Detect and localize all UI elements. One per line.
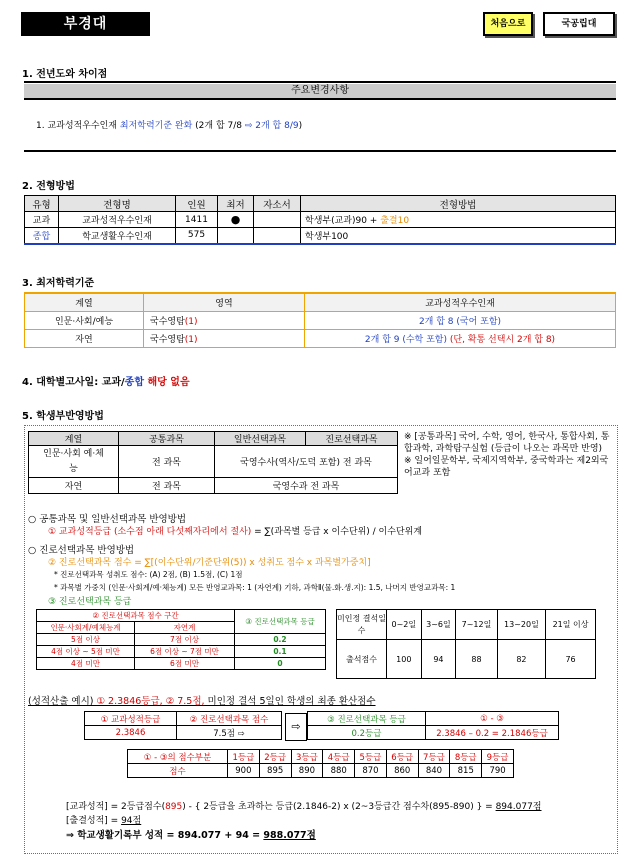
score-cell: 840 [418,764,450,778]
range-cell: 4점 이상 ~ 5점 미만 [37,646,135,658]
criteria-cell: 2개 합 8 (국어 포함) [305,311,616,329]
score-cell: 76 [546,640,596,679]
type-cell: 교과 [25,212,59,228]
change-item [36,118,302,131]
table-row [128,764,514,778]
table-row [37,634,326,646]
change-new: ⇨ 2개 합 8/9 [244,121,299,131]
header-cell: 교과성적우수인재 [305,293,616,311]
header-cell: 3등급 [291,750,323,764]
score-cell: 94 [421,640,456,679]
admission-method-table [24,195,616,245]
table-header-row [29,432,398,446]
grade-label: ① 교과성적등급 (소수점 아래 다섯째자리에서 절사) [48,527,252,537]
area-text: 국수영탐 [150,334,185,345]
value-cell: 7.5점 ⇨ [177,726,282,740]
header-cell: 미인정 결석일수 [337,610,387,640]
common-cell: 전 과목 [119,446,215,478]
value-cell: 2.3846 – 0.2 = 2.1846등급 [426,726,559,740]
divider [24,81,616,83]
section1-title: 1. 전년도와 차이점 [22,69,108,80]
career-score-formula: ② 진로선택과목 점수 = ∑[(이수단위/기준단위(5)) x 성취도 점수 x 과목별가중치] [48,558,371,568]
formula-text: ⇒ 학교생활기록부 성적 = 894.077 + 94 = [66,830,264,841]
method-cell [301,212,616,228]
field-cell: 인문·사회/예능 [25,311,144,329]
area-count: (1) [184,316,198,327]
method-cell: 학생부100 [301,228,616,244]
exam-none: 해당 없음 [144,377,190,388]
header-cell: 전형방법 [301,196,616,212]
header-cell: 0~2일 [387,610,422,640]
divider [24,150,616,152]
value-cell: 2.3846 [85,726,177,740]
score-label-cell: 점수 [128,764,228,778]
area-cell [144,329,305,347]
quota-cell: 575 [176,228,218,244]
header-cell: 계열 [29,432,119,446]
range-cell: 5점 이상 [37,634,135,646]
area-count: (1) [184,334,198,345]
score-cell: 870 [355,764,387,778]
exam-sep: / [121,377,125,388]
table-row [29,446,398,478]
table-header-row [85,712,282,726]
formula-text: [교과성적] = 2등급점수( [66,802,166,812]
note-common: ※ [공통과목] 국어, 수학, 영어, 한국사, 통합사회, 통합과학, 과학탐구실험 (등급이 나오는 과목만 반영) [404,432,610,454]
change-close: ) [298,121,303,131]
table-row [308,726,559,740]
range-cell: 6점 이상 ~ 7점 미만 [135,646,235,658]
header-cell: 영역 [144,293,305,311]
example-desc: 미인정 결석 5일인 학생의 최종 환산점수 [204,696,376,707]
table-row [85,726,282,740]
subject-table [28,431,398,494]
score-cell: 100 [387,640,422,679]
area-cell [144,311,305,329]
grade-cell: 0.1 [235,646,326,658]
career-grade-heading: ③ 진로선택과목 등급 [48,597,132,607]
table-row [37,658,326,670]
header-cell: ① - ③ [426,712,559,726]
table-row [337,640,596,679]
method-text: 학생부(교과)90 + [305,216,381,226]
header-cell: 자소서 [254,196,301,212]
header-cell: ① - ③의 점수부분 [128,750,228,764]
formula-grade [66,799,542,812]
grade-cell: 0.2 [235,634,326,646]
formula-result: 894.077점 [495,802,542,812]
table-row [25,311,616,329]
header-cell: 7~12일 [456,610,497,640]
change-old: (2개 합 7/8 [192,121,245,131]
table-header-row [308,712,559,726]
university-logo: 부경대 [21,12,150,36]
header-cell: 계열 [25,293,144,311]
score-cell: 895 [259,764,291,778]
score-cell: 82 [497,640,545,679]
value-cell: 0.2등급 [308,726,426,740]
range-cell: 7점 이상 [135,634,235,646]
divider [24,98,616,100]
table-header-row [25,293,616,311]
name-cell: 학교생활우수인재 [59,228,176,244]
calc-table-left [84,711,282,740]
section4-title [22,373,190,388]
field-cell: 자연 [29,478,119,494]
header-cell: 공통과목 [119,432,215,446]
change-highlight: 최저학력기준 완화 [119,121,193,131]
score-cell: 890 [291,764,323,778]
common-cell: 전 과목 [119,478,215,494]
table-header-row [128,750,514,764]
header-cell: 21일 이상 [546,610,596,640]
criteria-cell [305,329,616,347]
home-button[interactable]: 처음으로 [483,12,533,36]
header-cell: 인원 [176,196,218,212]
grade-score-table [127,749,514,778]
attendance-text: 출결10 [380,216,410,226]
table-row [25,212,616,228]
formula-result: 94점 [121,816,142,826]
field-cell: 인문·사회 예·체능 [29,446,119,478]
type-cell: 종합 [25,228,59,244]
minimum-cell [218,228,254,244]
header-cell: ① 교과성적등급 [85,712,177,726]
minimum-cell: ● [218,212,254,228]
section3-title: 3. 최저학력기준 [22,278,95,289]
table-header-row [25,196,616,212]
note-foreign: ※ 일어일문학부, 국제지역학부, 중국학과는 제2외국어교과 포함 [404,456,609,478]
subject-note [404,431,614,479]
exam-label: 4. 대학별고사일: [22,377,102,388]
grade-cell: 0 [235,658,326,670]
formula-score: 895 [165,802,183,812]
score-label-cell: 출석점수 [337,640,387,679]
score-cell: 815 [450,764,482,778]
header-cell: ② 진로선택과목 점수 구간 [37,610,235,622]
range-cell: 6점 미만 [135,658,235,670]
table-row [29,478,398,494]
achievement-note: * 진로선택과목 성취도 점수: (A) 2점, (B) 1.5점, (C) 1점 [54,570,243,579]
table-row [25,329,616,347]
header-cell: 일반선택과목 [215,432,306,446]
header-cell: 6등급 [386,750,418,764]
header-cell: 8등급 [450,750,482,764]
changes-bar: 주요변경사항 [24,84,616,98]
table-header-row [337,610,596,640]
field-cell: 자연 [25,329,144,347]
table-row [37,646,326,658]
table-header-row [37,610,326,622]
method-heading-1: ○ 공통과목 및 일반선택과목 반영방법 [28,514,187,525]
elective-cell: 국영수과 전 과목 [215,478,398,494]
header-cell: 2등급 [259,750,291,764]
header-cell: 7등급 [418,750,450,764]
exam-type-a: 교과 [101,377,122,388]
range-cell: 4점 미만 [37,658,135,670]
score-cell: 790 [482,764,514,778]
attendance-table [336,609,596,679]
essay-cell [254,212,301,228]
header-cell: ② 진로선택과목 점수 [177,712,282,726]
arrow-icon: ⇨ [285,713,307,741]
header-cell: 13~20일 [497,610,545,640]
section5-title: 5. 학생부반영방법 [22,411,104,422]
name-cell: 교과성적우수인재 [59,212,176,228]
example-values: ① 2.3846등급, ② 7.5점, [96,696,205,707]
score-cell: 860 [386,764,418,778]
national-universities-button[interactable]: 국공립대 [543,12,615,36]
example-heading [28,693,376,707]
header-cell: 최저 [218,196,254,212]
exam-type-b: 종합 [124,377,144,388]
elective-cell: 국영수사(역사/도덕 포함) 전 과목 [215,446,398,478]
score-cell: 880 [323,764,355,778]
header-cell: ③ 진로선택과목 등급 [235,610,326,634]
change-item-label: 1. 교과성적우수인재 [36,121,120,131]
criteria-text: 2개 합 9 (수학 포함) [364,334,450,345]
header-cell: 5등급 [355,750,387,764]
career-grade-table [36,609,326,670]
header-cell: 전형명 [59,196,176,212]
method-heading-2: ○ 진로선택과목 반영방법 [28,545,135,556]
header-cell: 4등급 [323,750,355,764]
formula-text: [출결성적] = [66,816,122,826]
weight-note: * 과목별 가중치 (인문·사회계/예·체능계) 모든 반영교과목: 1 (자연계) 기하, 과학Ⅱ(물.화.생.지): 1.5, 나머지 반영교과목: 1 [54,583,456,592]
header-cell: 자연계 [135,622,235,634]
minimum-standard-table [24,292,616,348]
score-cell: 900 [228,764,260,778]
score-cell: 88 [456,640,497,679]
section2-title: 2. 전형방법 [22,181,75,192]
formula-total [66,827,316,841]
header-cell: 9등급 [482,750,514,764]
header-cell: 유형 [25,196,59,212]
quota-cell: 1411 [176,212,218,228]
essay-cell [254,228,301,244]
calc-table-right [307,711,559,740]
grade-formula: = ∑(과목별 등급 x 이수단위) / 이수단위계 [251,527,423,537]
header-cell: 진로선택과목 [306,432,398,446]
criteria-exception: (단, 확통 선택시 2개 합 8) [449,334,556,345]
formula-result: 988.077점 [263,830,316,841]
header-cell: ③ 진로선택과목 등급 [308,712,426,726]
header-cell: 3~6일 [421,610,456,640]
area-text: 국수영탐 [150,316,185,327]
header-cell: 인문·사회계/예체능계 [37,622,135,634]
table-row [25,228,616,244]
header-cell: 1등급 [228,750,260,764]
formula-text: ) - { 2등급을 초과하는 등급(2.1846-2) x (2~3등급간 점수차(895-890) } = [182,802,496,812]
method-formula-1 [48,524,422,537]
formula-attendance [66,813,141,826]
example-label: (성적산출 예시) [28,696,97,707]
